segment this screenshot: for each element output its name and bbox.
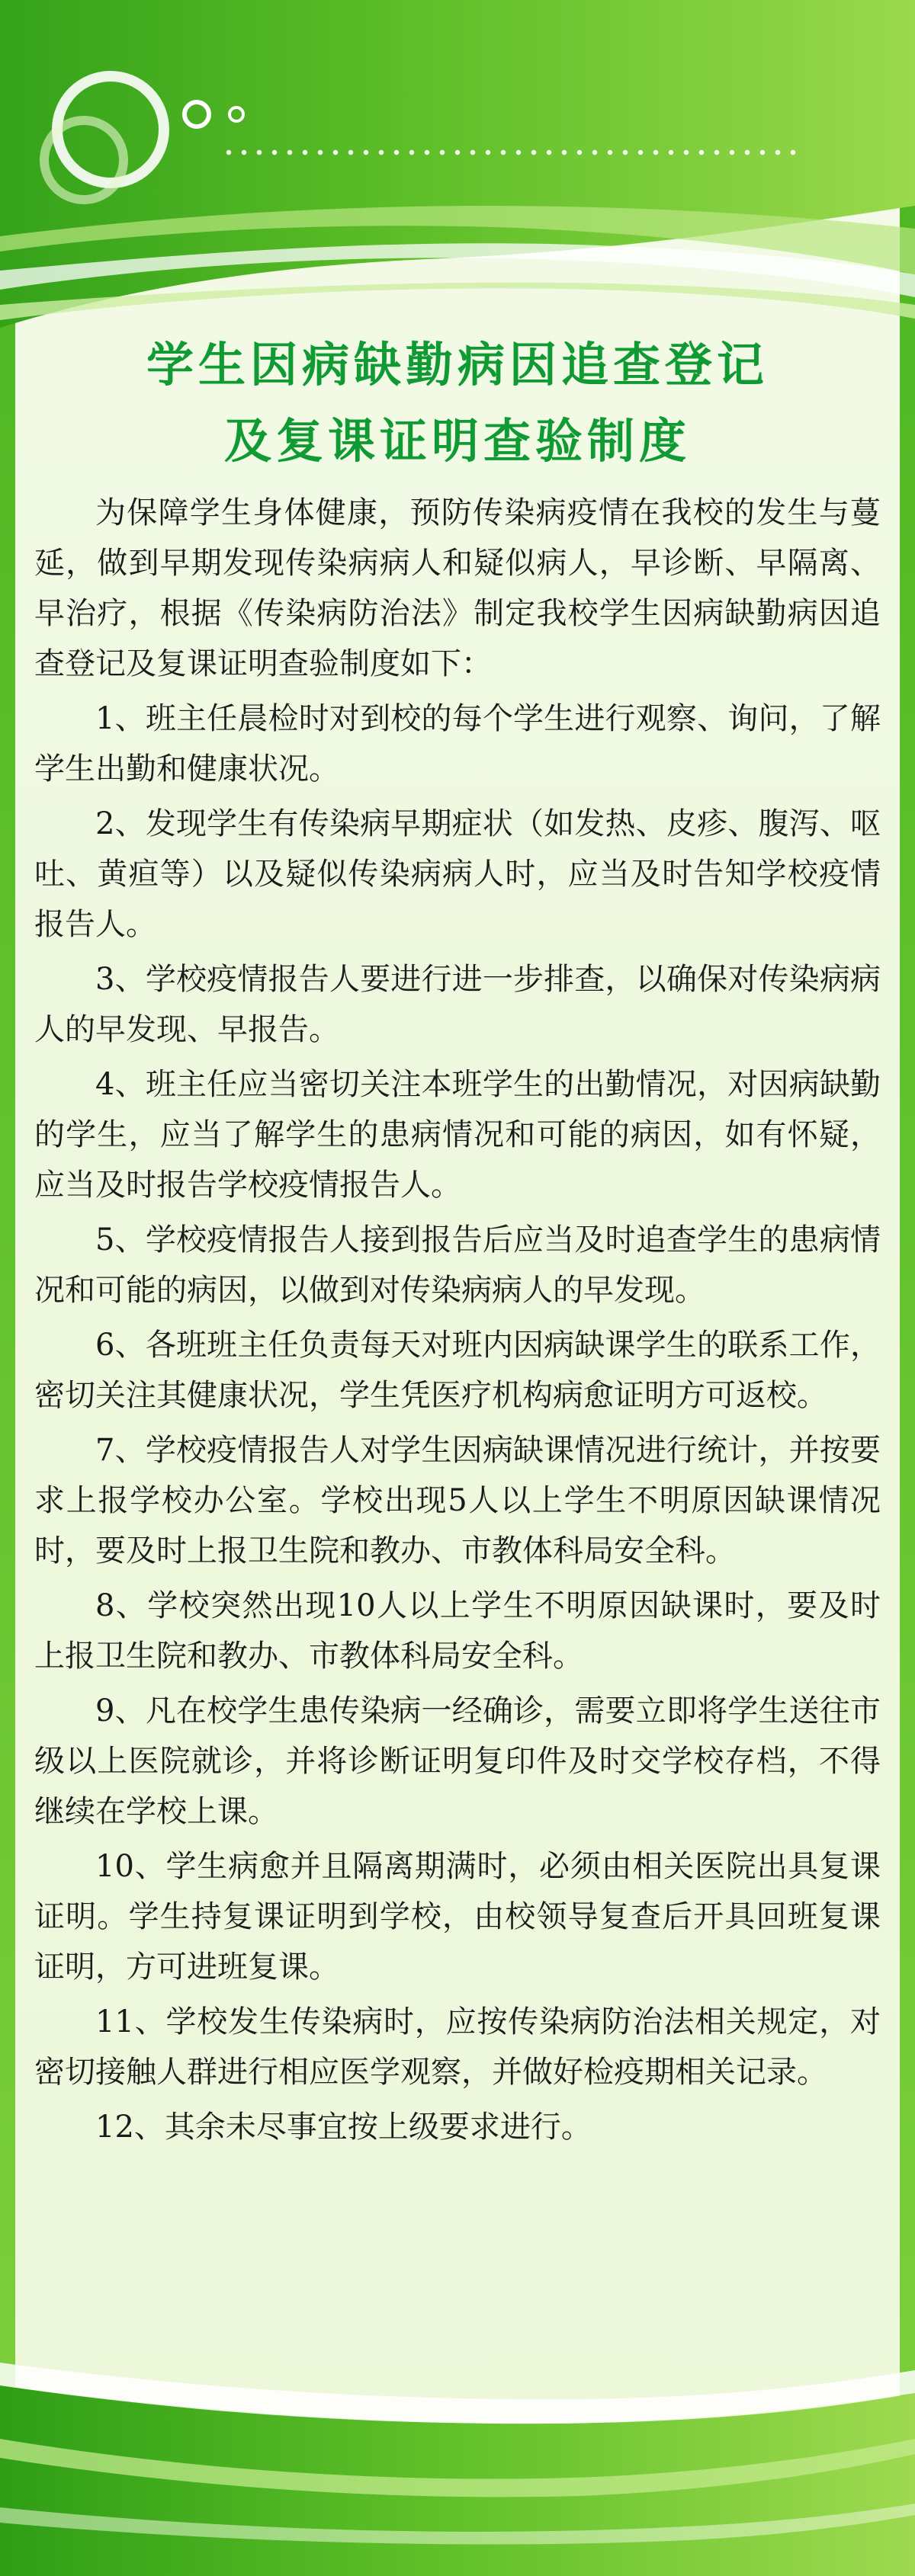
body-text xyxy=(34,488,881,2157)
paragraph-item-11: 11、学校发生传染病时，应按传染病防治法相关规定，对密切接触人群进行相应医学观察，并做好检疫期相关记录。 xyxy=(34,2004,881,2090)
paragraph-item-5: 5、学校疫情报告人接到报告后应当及时追查学生的患病情况和可能的病因，以做到对传染病病人的早发现。 xyxy=(34,1222,881,1308)
paragraph-item-12: 12、其余未尽事宜按上级要求进行。 xyxy=(95,2110,592,2145)
paragraph-item-2: 2、发现学生有传染病早期症状（如发热、皮疹、腹泻、呕吐、黄疸等）以及疑似传染病病人时，应当及时告知学校疫情报告人。 xyxy=(34,806,881,942)
paragraph-item-9: 9、凡在校学生患传染病一经确诊，需要立即将学生送往市级以上医院就诊，并将诊断证明复印件及时交学校存档，不得继续在学校上课。 xyxy=(34,1693,881,1829)
dotted-line-decoration xyxy=(221,149,801,155)
paragraph-item-7: 7、学校疫情报告人对学生因病缺课情况进行统计，并按要求上报学校办公室。学校出现5人以上学生不明原因缺课情况时，要及时上报卫生院和教办、市教体科局安全科。 xyxy=(34,1433,881,1568)
paragraph-item-1: 1、班主任晨检时对到校的每个学生进行观察、询问，了解学生出勤和健康状况。 xyxy=(34,701,881,787)
paragraph-item-4: 4、班主任应当密切关注本班学生的出勤情况，对因病缺勤的学生，应当了解学生的患病情况和可能的病因，如有怀疑，应当及时报告学校疫情报告人。 xyxy=(34,1067,881,1203)
title-line-1: 学生因病缺勤病因追查登记 xyxy=(146,337,769,392)
paragraph-item-6: 6、各班班主任负责每天对班内因病缺课学生的联系工作，密切关注其健康状况，学生凭医疗机构病愈证明方可返校。 xyxy=(34,1328,881,1413)
paragraph-item-10: 10、学生病愈并且隔离期满时，必须由相关医院出具复课证明。学生持复课证明到学校，由校领导复查后开具回班复课证明，方可进班复课。 xyxy=(34,1849,881,1985)
paragraph-intro: 为保障学生身体健康，预防传染病疫情在我校的发生与蔓延，做到早期发现传染病病人和疑似病人，早诊断、早隔离、早治疗，根据《传染病防治法》制定我校学生因病缺勤病因追查登记及复课证明查验制度如下： xyxy=(34,495,881,681)
paragraph-item-8: 8、学校突然出现10人以上学生不明原因缺课时，要及时上报卫生院和教办、市教体科局安全科。 xyxy=(34,1588,881,1674)
paragraph-item-3: 3、学校疫情报告人要进行进一步排查，以确保对传染病病人的早发现、早报告。 xyxy=(34,962,881,1047)
title-line-2: 及复课证明查验制度 xyxy=(223,413,691,469)
